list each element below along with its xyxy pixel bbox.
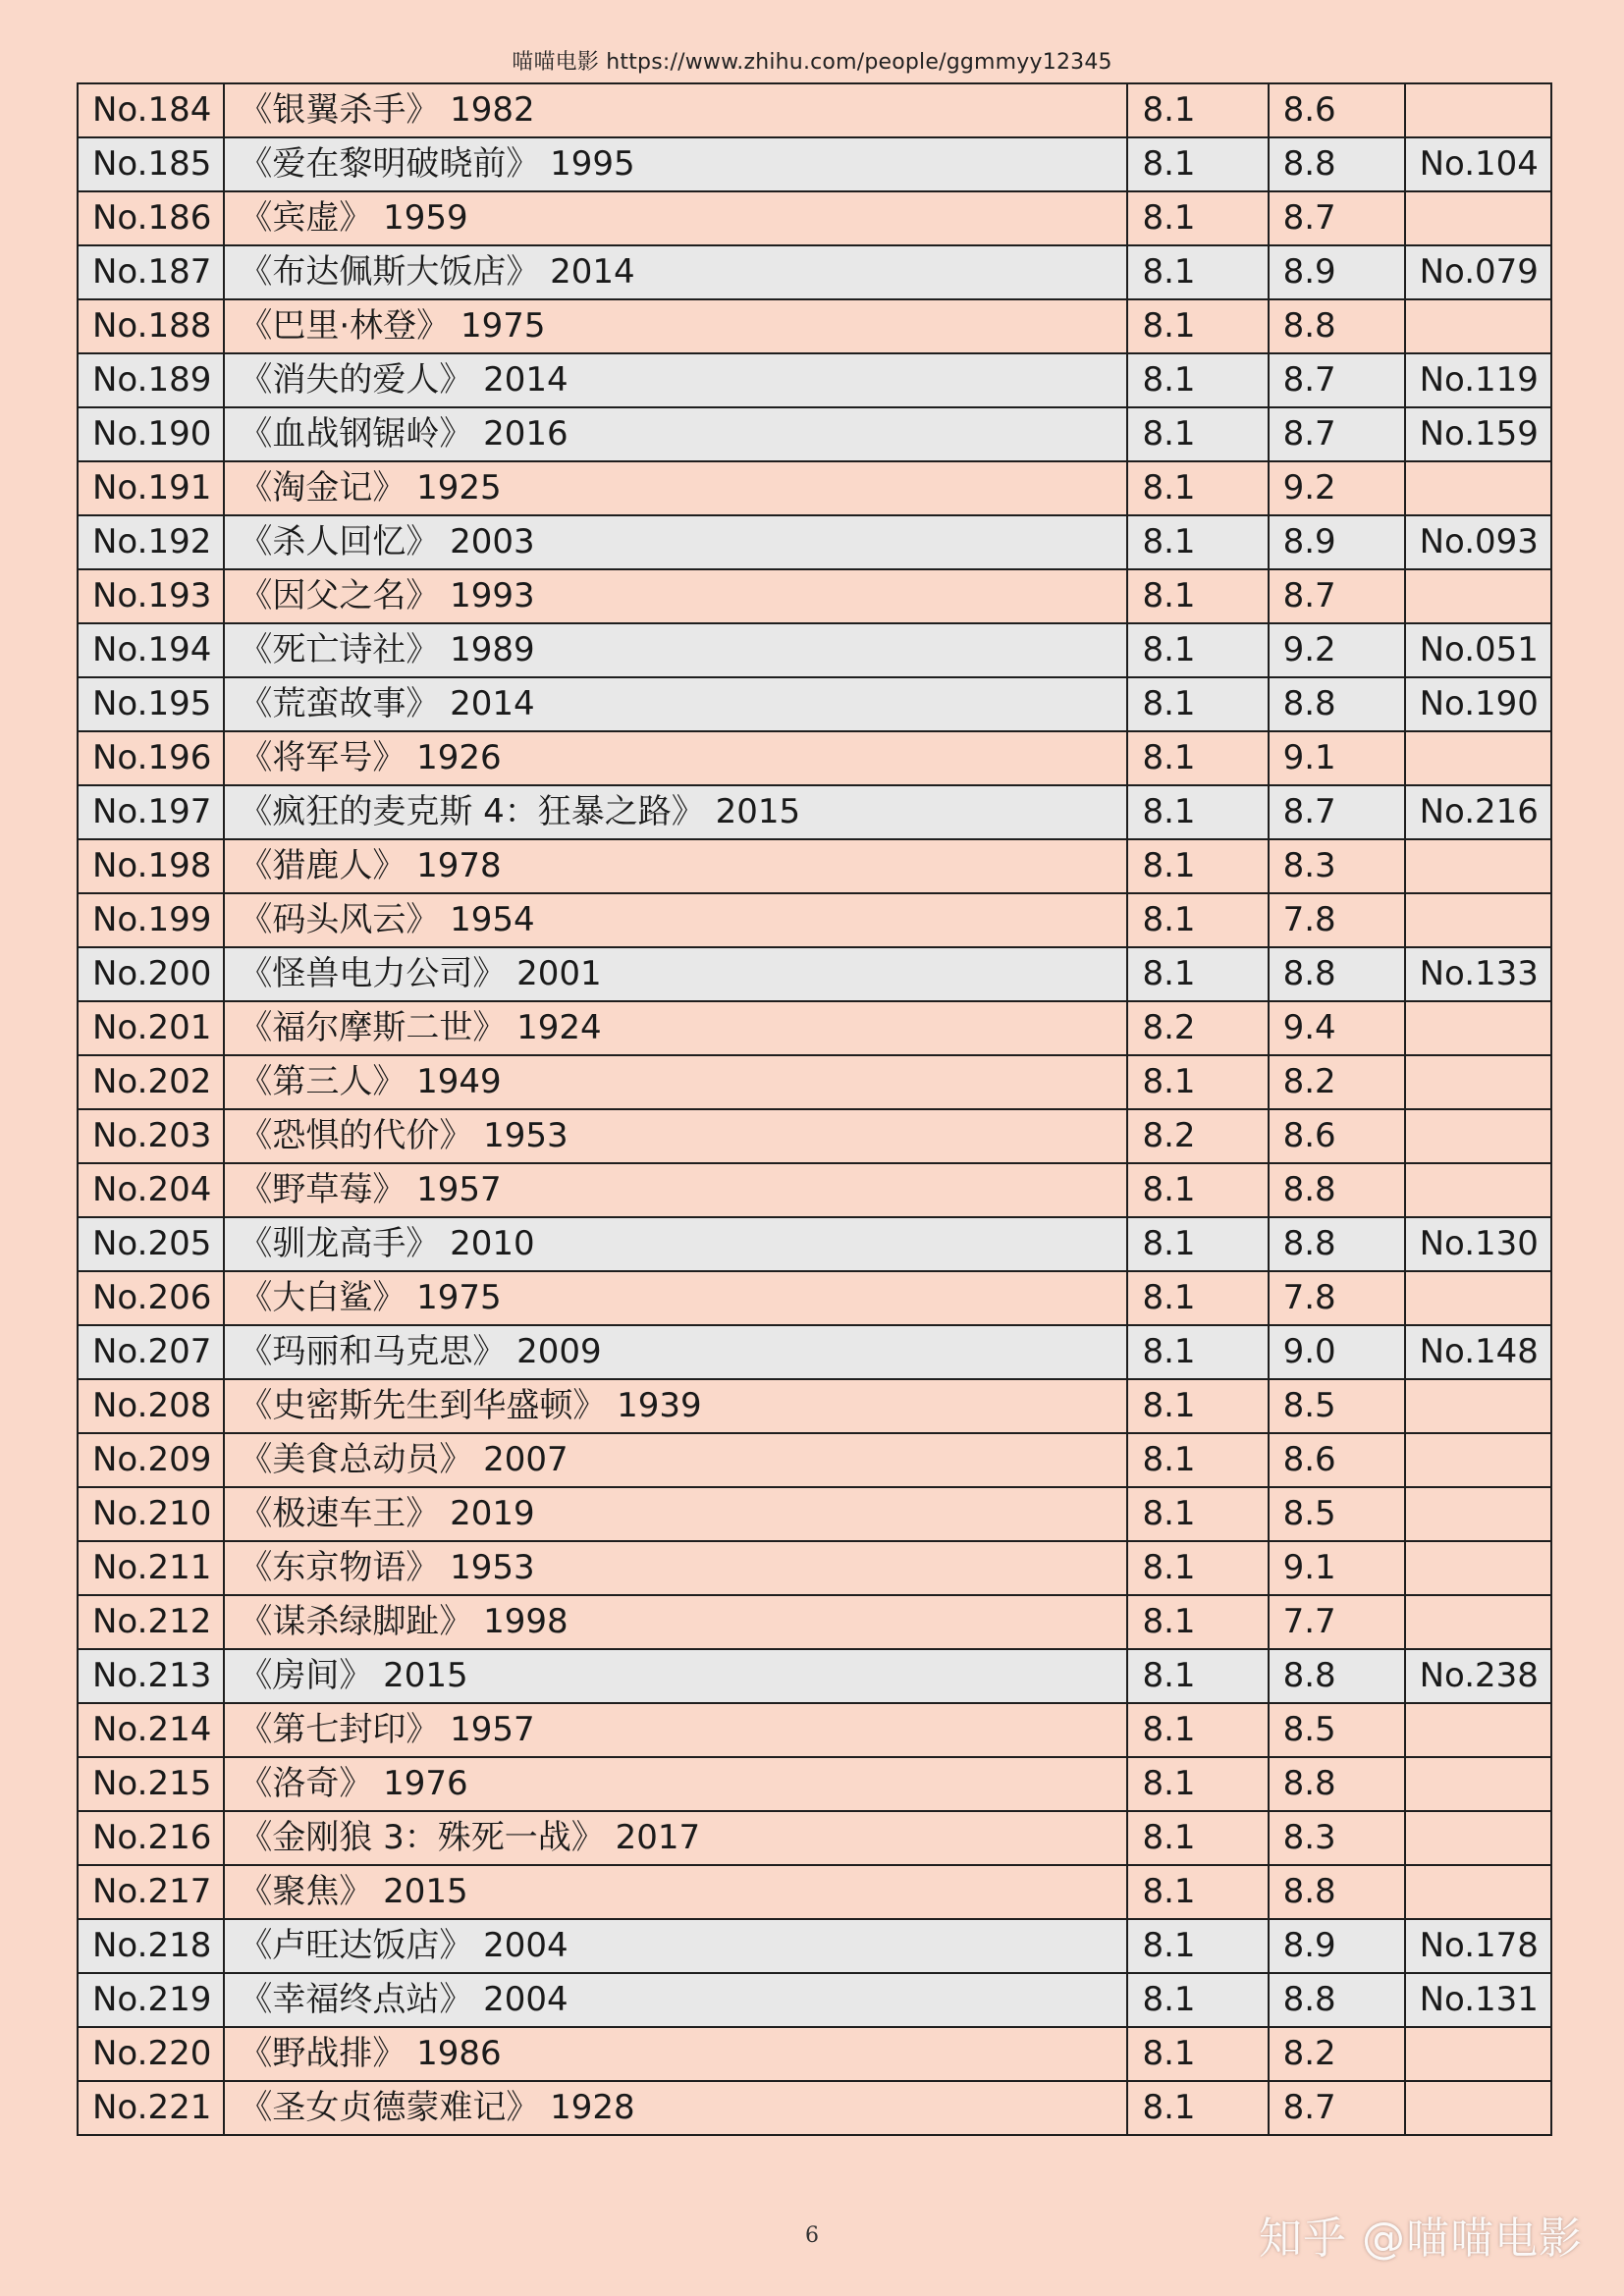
table-row — [78, 947, 1551, 1001]
movie-title-cell: 《猎鹿人》 1978 — [224, 839, 1127, 893]
table-row — [78, 1919, 1551, 1973]
table-row — [78, 839, 1551, 893]
score-2-cell: 8.9 — [1269, 245, 1405, 299]
cross-reference-cell: No.131 — [1405, 1973, 1551, 2027]
cross-reference-cell: No.104 — [1405, 137, 1551, 191]
movie-title-cell: 《血战钢锯岭》 2016 — [224, 407, 1127, 461]
movie-title-cell: 《洛奇》 1976 — [224, 1757, 1127, 1811]
score-2-cell: 9.2 — [1269, 461, 1405, 515]
cross-reference-cell: No.159 — [1405, 407, 1551, 461]
score-2-cell: 8.8 — [1269, 1163, 1405, 1217]
cross-reference-cell — [1405, 1433, 1551, 1487]
rank-number-cell: No.207 — [78, 1325, 224, 1379]
movie-title-cell: 《将军号》 1926 — [224, 731, 1127, 785]
table-row — [78, 137, 1551, 191]
score-1-cell: 8.1 — [1127, 1487, 1268, 1541]
rank-number-cell: No.196 — [78, 731, 224, 785]
cross-reference-cell — [1405, 461, 1551, 515]
table-row — [78, 515, 1551, 569]
score-2-cell: 8.7 — [1269, 785, 1405, 839]
rank-number-cell: No.216 — [78, 1811, 224, 1865]
table-row — [78, 623, 1551, 677]
score-1-cell: 8.1 — [1127, 569, 1268, 623]
score-2-cell: 8.2 — [1269, 2027, 1405, 2081]
movie-title-cell: 《幸福终点站》 2004 — [224, 1973, 1127, 2027]
score-2-cell: 8.5 — [1269, 1379, 1405, 1433]
score-1-cell: 8.1 — [1127, 1055, 1268, 1109]
table-row — [78, 893, 1551, 947]
score-1-cell: 8.1 — [1127, 461, 1268, 515]
movie-title-cell: 《巴里·林登》 1975 — [224, 299, 1127, 353]
score-2-cell: 8.8 — [1269, 1865, 1405, 1919]
score-1-cell: 8.1 — [1127, 1811, 1268, 1865]
score-2-cell: 8.8 — [1269, 299, 1405, 353]
rank-number-cell: No.193 — [78, 569, 224, 623]
table-row — [78, 1703, 1551, 1757]
score-1-cell: 8.1 — [1127, 515, 1268, 569]
movie-title-cell: 《布达佩斯大饭店》 2014 — [224, 245, 1127, 299]
score-2-cell: 8.8 — [1269, 677, 1405, 731]
movie-title-cell: 《极速车王》 2019 — [224, 1487, 1127, 1541]
movie-title-cell: 《东京物语》 1953 — [224, 1541, 1127, 1595]
score-1-cell: 8.1 — [1127, 2027, 1268, 2081]
score-2-cell: 9.0 — [1269, 1325, 1405, 1379]
score-1-cell: 8.1 — [1127, 245, 1268, 299]
cross-reference-cell — [1405, 839, 1551, 893]
movie-title-cell: 《荒蛮故事》 2014 — [224, 677, 1127, 731]
cross-reference-cell — [1405, 83, 1551, 137]
rank-number-cell: No.221 — [78, 2081, 224, 2135]
table-row — [78, 1379, 1551, 1433]
table-row — [78, 569, 1551, 623]
rank-number-cell: No.186 — [78, 191, 224, 245]
cross-reference-cell — [1405, 569, 1551, 623]
table-row — [78, 677, 1551, 731]
cross-reference-cell: No.238 — [1405, 1649, 1551, 1703]
table-row — [78, 461, 1551, 515]
movie-title-cell: 《野战排》 1986 — [224, 2027, 1127, 2081]
rank-number-cell: No.199 — [78, 893, 224, 947]
movie-title-cell: 《宾虚》 1959 — [224, 191, 1127, 245]
table-row — [78, 83, 1551, 137]
table-row — [78, 1595, 1551, 1649]
movie-title-cell: 《玛丽和马克思》 2009 — [224, 1325, 1127, 1379]
table-row — [78, 1973, 1551, 2027]
cross-reference-cell: No.093 — [1405, 515, 1551, 569]
rank-number-cell: No.211 — [78, 1541, 224, 1595]
table-row — [78, 191, 1551, 245]
score-2-cell: 8.6 — [1269, 1109, 1405, 1163]
score-2-cell: 8.9 — [1269, 1919, 1405, 1973]
movie-title-cell: 《房间》 2015 — [224, 1649, 1127, 1703]
cross-reference-cell — [1405, 893, 1551, 947]
score-2-cell: 8.6 — [1269, 83, 1405, 137]
movie-title-cell: 《聚焦》 2015 — [224, 1865, 1127, 1919]
rank-number-cell: No.192 — [78, 515, 224, 569]
rank-number-cell: No.205 — [78, 1217, 224, 1271]
score-2-cell: 8.2 — [1269, 1055, 1405, 1109]
table-row — [78, 1217, 1551, 1271]
movie-title-cell: 《怪兽电力公司》 2001 — [224, 947, 1127, 1001]
score-1-cell: 8.1 — [1127, 677, 1268, 731]
movie-title-cell: 《金刚狼 3：殊死一战》 2017 — [224, 1811, 1127, 1865]
rank-number-cell: No.188 — [78, 299, 224, 353]
table-row — [78, 1541, 1551, 1595]
movie-title-cell: 《死亡诗社》 1989 — [224, 623, 1127, 677]
rank-number-cell: No.187 — [78, 245, 224, 299]
score-1-cell: 8.1 — [1127, 1217, 1268, 1271]
cross-reference-cell — [1405, 1055, 1551, 1109]
cross-reference-cell — [1405, 299, 1551, 353]
rank-number-cell: No.208 — [78, 1379, 224, 1433]
score-2-cell: 8.9 — [1269, 515, 1405, 569]
cross-reference-cell — [1405, 1163, 1551, 1217]
table-row — [78, 1163, 1551, 1217]
movie-title-cell: 《美食总动员》 2007 — [224, 1433, 1127, 1487]
cross-reference-cell — [1405, 1109, 1551, 1163]
table-row — [78, 2081, 1551, 2135]
cross-reference-cell — [1405, 1379, 1551, 1433]
table-row — [78, 1109, 1551, 1163]
score-2-cell: 7.8 — [1269, 1271, 1405, 1325]
score-1-cell: 8.1 — [1127, 137, 1268, 191]
rank-number-cell: No.214 — [78, 1703, 224, 1757]
score-2-cell: 8.8 — [1269, 1649, 1405, 1703]
movie-title-cell: 《因父之名》 1993 — [224, 569, 1127, 623]
score-2-cell: 8.8 — [1269, 137, 1405, 191]
movie-title-cell: 《第七封印》 1957 — [224, 1703, 1127, 1757]
movie-title-cell: 《史密斯先生到华盛顿》 1939 — [224, 1379, 1127, 1433]
movie-title-cell: 《圣女贞德蒙难记》 1928 — [224, 2081, 1127, 2135]
movie-title-cell: 《杀人回忆》 2003 — [224, 515, 1127, 569]
cross-reference-cell: No.178 — [1405, 1919, 1551, 1973]
movie-title-cell: 《卢旺达饭店》 2004 — [224, 1919, 1127, 1973]
table-row — [78, 1487, 1551, 1541]
table-row — [78, 245, 1551, 299]
table-row — [78, 299, 1551, 353]
cross-reference-cell — [1405, 1001, 1551, 1055]
movie-ranking-table — [77, 82, 1552, 2136]
score-2-cell: 8.8 — [1269, 1757, 1405, 1811]
cross-reference-cell: No.133 — [1405, 947, 1551, 1001]
cross-reference-cell — [1405, 1703, 1551, 1757]
score-1-cell: 8.2 — [1127, 1001, 1268, 1055]
score-1-cell: 8.1 — [1127, 407, 1268, 461]
table-row — [78, 1649, 1551, 1703]
score-1-cell: 8.1 — [1127, 83, 1268, 137]
score-2-cell: 8.7 — [1269, 191, 1405, 245]
rank-number-cell: No.203 — [78, 1109, 224, 1163]
cross-reference-cell: No.216 — [1405, 785, 1551, 839]
score-1-cell: 8.2 — [1127, 1109, 1268, 1163]
table-row — [78, 1055, 1551, 1109]
table-row — [78, 1271, 1551, 1325]
score-1-cell: 8.1 — [1127, 623, 1268, 677]
rank-number-cell: No.202 — [78, 1055, 224, 1109]
rank-number-cell: No.185 — [78, 137, 224, 191]
score-1-cell: 8.1 — [1127, 2081, 1268, 2135]
rank-number-cell: No.218 — [78, 1919, 224, 1973]
table-row — [78, 1811, 1551, 1865]
movie-title-cell: 《谋杀绿脚趾》 1998 — [224, 1595, 1127, 1649]
rank-number-cell: No.217 — [78, 1865, 224, 1919]
table-row — [78, 785, 1551, 839]
table-body — [78, 83, 1551, 2135]
score-2-cell: 9.4 — [1269, 1001, 1405, 1055]
rank-number-cell: No.197 — [78, 785, 224, 839]
cross-reference-cell — [1405, 1487, 1551, 1541]
rank-number-cell: No.204 — [78, 1163, 224, 1217]
cross-reference-cell — [1405, 1811, 1551, 1865]
cross-reference-cell: No.079 — [1405, 245, 1551, 299]
cross-reference-cell — [1405, 2081, 1551, 2135]
table-row — [78, 407, 1551, 461]
rank-number-cell: No.219 — [78, 1973, 224, 2027]
cross-reference-cell: No.051 — [1405, 623, 1551, 677]
rank-number-cell: No.194 — [78, 623, 224, 677]
score-1-cell: 8.1 — [1127, 1649, 1268, 1703]
score-1-cell: 8.1 — [1127, 893, 1268, 947]
movie-title-cell: 《疯狂的麦克斯 4：狂暴之路》 2015 — [224, 785, 1127, 839]
score-1-cell: 8.1 — [1127, 1325, 1268, 1379]
movie-title-cell: 《野草莓》 1957 — [224, 1163, 1127, 1217]
cross-reference-cell: No.119 — [1405, 353, 1551, 407]
score-1-cell: 8.1 — [1127, 191, 1268, 245]
movie-title-cell: 《驯龙高手》 2010 — [224, 1217, 1127, 1271]
score-1-cell: 8.1 — [1127, 785, 1268, 839]
score-2-cell: 8.8 — [1269, 1973, 1405, 2027]
movie-title-cell: 《大白鲨》 1975 — [224, 1271, 1127, 1325]
page-number: 6 — [805, 2223, 819, 2248]
score-2-cell: 9.1 — [1269, 1541, 1405, 1595]
rank-number-cell: No.209 — [78, 1433, 224, 1487]
score-2-cell: 8.3 — [1269, 1811, 1405, 1865]
movie-title-cell: 《消失的爱人》 2014 — [224, 353, 1127, 407]
score-1-cell: 8.1 — [1127, 353, 1268, 407]
cross-reference-cell — [1405, 731, 1551, 785]
cross-reference-cell — [1405, 1595, 1551, 1649]
rank-number-cell: No.210 — [78, 1487, 224, 1541]
score-2-cell: 8.8 — [1269, 947, 1405, 1001]
cross-reference-cell: No.130 — [1405, 1217, 1551, 1271]
table-row — [78, 1001, 1551, 1055]
movie-title-cell: 《银翼杀手》 1982 — [224, 83, 1127, 137]
table-row — [78, 2027, 1551, 2081]
score-2-cell: 7.8 — [1269, 893, 1405, 947]
cross-reference-cell — [1405, 1757, 1551, 1811]
cross-reference-cell: No.148 — [1405, 1325, 1551, 1379]
watermark: 知乎 @喵喵电影 — [1259, 2214, 1583, 2264]
score-2-cell: 8.7 — [1269, 2081, 1405, 2135]
score-1-cell: 8.1 — [1127, 1757, 1268, 1811]
rank-number-cell: No.215 — [78, 1757, 224, 1811]
score-2-cell: 8.7 — [1269, 569, 1405, 623]
score-1-cell: 8.1 — [1127, 947, 1268, 1001]
score-1-cell: 8.1 — [1127, 1163, 1268, 1217]
score-2-cell: 9.1 — [1269, 731, 1405, 785]
score-1-cell: 8.1 — [1127, 1433, 1268, 1487]
score-1-cell: 8.1 — [1127, 1703, 1268, 1757]
score-2-cell: 7.7 — [1269, 1595, 1405, 1649]
score-1-cell: 8.1 — [1127, 1271, 1268, 1325]
table-row — [78, 353, 1551, 407]
cross-reference-cell: No.190 — [1405, 677, 1551, 731]
score-1-cell: 8.1 — [1127, 299, 1268, 353]
table-row — [78, 1325, 1551, 1379]
score-2-cell: 9.2 — [1269, 623, 1405, 677]
movie-title-cell: 《第三人》 1949 — [224, 1055, 1127, 1109]
cross-reference-cell — [1405, 1271, 1551, 1325]
movie-title-cell: 《爱在黎明破晓前》 1995 — [224, 137, 1127, 191]
rank-number-cell: No.198 — [78, 839, 224, 893]
rank-number-cell: No.190 — [78, 407, 224, 461]
score-1-cell: 8.1 — [1127, 1379, 1268, 1433]
cross-reference-cell — [1405, 1541, 1551, 1595]
table-row — [78, 1757, 1551, 1811]
page-header: 喵喵电影 https://www.zhihu.com/people/ggmmyy12345 — [512, 50, 1112, 75]
rank-number-cell: No.220 — [78, 2027, 224, 2081]
cross-reference-cell — [1405, 1865, 1551, 1919]
score-1-cell: 8.1 — [1127, 1595, 1268, 1649]
score-2-cell: 8.8 — [1269, 1217, 1405, 1271]
rank-number-cell: No.201 — [78, 1001, 224, 1055]
movie-title-cell: 《福尔摩斯二世》 1924 — [224, 1001, 1127, 1055]
score-2-cell: 8.6 — [1269, 1433, 1405, 1487]
cross-reference-cell — [1405, 191, 1551, 245]
score-1-cell: 8.1 — [1127, 1865, 1268, 1919]
rank-number-cell: No.195 — [78, 677, 224, 731]
score-2-cell: 8.5 — [1269, 1487, 1405, 1541]
score-1-cell: 8.1 — [1127, 1919, 1268, 1973]
rank-number-cell: No.212 — [78, 1595, 224, 1649]
score-1-cell: 8.1 — [1127, 1973, 1268, 2027]
score-1-cell: 8.1 — [1127, 839, 1268, 893]
score-1-cell: 8.1 — [1127, 731, 1268, 785]
score-2-cell: 8.5 — [1269, 1703, 1405, 1757]
score-2-cell: 8.3 — [1269, 839, 1405, 893]
movie-title-cell: 《恐惧的代价》 1953 — [224, 1109, 1127, 1163]
table-row — [78, 731, 1551, 785]
rank-number-cell: No.189 — [78, 353, 224, 407]
rank-number-cell: No.206 — [78, 1271, 224, 1325]
score-1-cell: 8.1 — [1127, 1541, 1268, 1595]
rank-number-cell: No.191 — [78, 461, 224, 515]
table-row — [78, 1865, 1551, 1919]
rank-number-cell: No.184 — [78, 83, 224, 137]
rank-number-cell: No.200 — [78, 947, 224, 1001]
movie-title-cell: 《淘金记》 1925 — [224, 461, 1127, 515]
cross-reference-cell — [1405, 2027, 1551, 2081]
score-2-cell: 8.7 — [1269, 353, 1405, 407]
table-row — [78, 1433, 1551, 1487]
movie-title-cell: 《码头风云》 1954 — [224, 893, 1127, 947]
rank-number-cell: No.213 — [78, 1649, 224, 1703]
score-2-cell: 8.7 — [1269, 407, 1405, 461]
